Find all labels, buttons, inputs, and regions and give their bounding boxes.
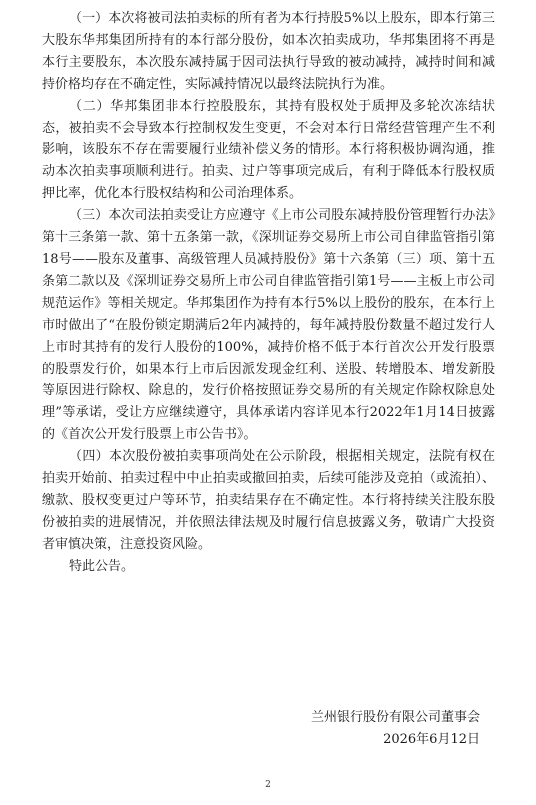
paragraph-3: （三）本次司法拍卖受让方应遵守《上市公司股东减持股份管理暂行办法》第十三条第一款、第十五条第一款，《深圳证券交易所上市公司自律监管指引第18号——股东及董事、高级管理人员减持股份》第十六条第（三）项、第十五条第二款以及《深圳证券交易所上市公司自律监管指引第1号——主板上市公司规范运作》等相关规定。华邦集团作为持有本行5%以上股份的股东，在本行上市时做出了“在股份锁定期满后2年内减持的，每年减持股份数量不超过发行人上市时其持有的发行人股份的100%，减持价格不低于本行首次公开发行股票的股票发行价，如果本行上市后因派发现金红利、送股、转增股本、增发新股等原因进行除权、除息的，发行价格按照证券交易所的有关规定作除权除息处理”等承诺，受让方应继续遵守，具体承诺内容详见本行2022年1月14日披露的《首次公开发行股票上市公告书》。 bbox=[42, 208, 495, 443]
page-number: 2 bbox=[265, 780, 271, 790]
announcement-body bbox=[42, 8, 495, 578]
signature-block bbox=[311, 707, 480, 751]
paragraph-4: （四）本次股份被拍卖事项尚处在公示阶段，根据相关规定，法院有权在拍卖开始前、拍卖过程中中止拍卖或撤回拍卖，后续可能涉及竞拍（或流拍）、缴款、股权变更过户等环节，拍卖结果存在不确定性。本行将持续关注股东股份被拍卖的进展情况，并依照法律法规及时履行信息披露义务，敬请广大投资者审慎决策，注意投资风险。 bbox=[42, 449, 495, 552]
closing-remark: 特此公告。 bbox=[69, 558, 135, 574]
signature-date: 2026年6月12日 bbox=[383, 731, 480, 747]
paragraph-1: （一）本次将被司法拍卖标的所有者为本行持股5%以上股东，即本行第三大股东华邦集团所持有的本行部分股份，如本次拍卖成功，华邦集团将不再是本行主要股东，本次股东减持属于因司法执行导致的被动减持，减持时间和减持价格均存在不确定性，实际减持情况以最终法院执行为准。 bbox=[42, 11, 495, 92]
signature-company: 兰州银行股份有限公司董事会 bbox=[310, 710, 480, 725]
paragraph-2: （二）华邦集团非本行控股股东，其持有股权处于质押及多轮次冻结状态，被拍卖不会导致本行控制权发生变更，不会对本行日常经营管理产生不利影响，该股东不存在需要履行业绩补偿义务的情形。本行将积极协调沟通，推动本次拍卖事项顺利进行。拍卖、过户等事项完成后，有利于降低本行股权质押比率，优化本行股权结构和公司治理体系。 bbox=[42, 98, 495, 202]
